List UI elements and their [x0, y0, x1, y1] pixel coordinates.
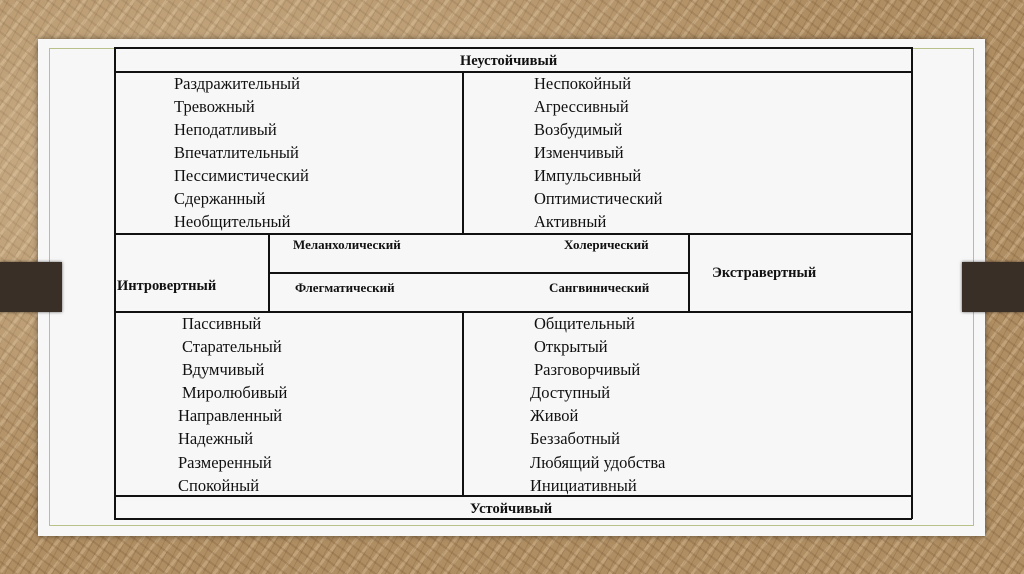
list-item: Активный [534, 212, 607, 231]
left-binder-tab [0, 262, 62, 312]
list-item: Возбудимый [534, 120, 623, 139]
phlegmatic-label: Флегматический [295, 280, 395, 295]
list-item: Инициативный [530, 476, 637, 495]
list-item: Агрессивный [534, 97, 629, 116]
right-binder-tab [962, 262, 1024, 312]
list-item: Неподатливый [174, 120, 277, 139]
list-item: Спокойный [178, 476, 260, 495]
list-item: Живой [530, 406, 579, 425]
list-item: Вдумчивый [182, 360, 265, 379]
introvert-label: Интровертный [117, 278, 217, 294]
list-item: Впечатлительный [174, 143, 299, 162]
list-item: Общительный [534, 314, 635, 333]
choleric-label: Холерический [564, 237, 649, 252]
bottom-header-stable: Устойчивый [470, 501, 553, 517]
list-item: Разговорчивый [534, 360, 641, 379]
list-item: Пассивный [182, 314, 262, 333]
list-item: Миролюбивый [182, 383, 288, 402]
list-item: Размеренный [178, 453, 272, 472]
list-item: Любящий удобства [530, 453, 666, 472]
list-item: Открытый [534, 337, 608, 356]
top-header-unstable: Неустойчивый [460, 53, 558, 69]
list-item: Доступный [530, 383, 611, 402]
list-item: Необщительный [174, 212, 291, 231]
list-item: Изменчивый [534, 143, 624, 162]
list-item: Беззаботный [530, 429, 620, 448]
list-item: Импульсивный [534, 166, 642, 185]
sanguine-label: Сангвинический [549, 280, 650, 295]
list-item: Тревожный [174, 97, 255, 116]
list-item: Пессимистический [174, 166, 309, 185]
list-item: Старательный [182, 337, 282, 356]
list-item: Раздражительный [174, 74, 300, 93]
list-item: Надежный [178, 429, 254, 448]
melancholic-label: Меланхолический [293, 237, 401, 252]
extravert-label: Экстравертный [712, 265, 817, 281]
list-item: Оптимистический [534, 189, 663, 208]
list-item: Сдержанный [174, 189, 266, 208]
list-item: Неспокойный [534, 74, 632, 93]
list-item: Направленный [178, 406, 283, 425]
